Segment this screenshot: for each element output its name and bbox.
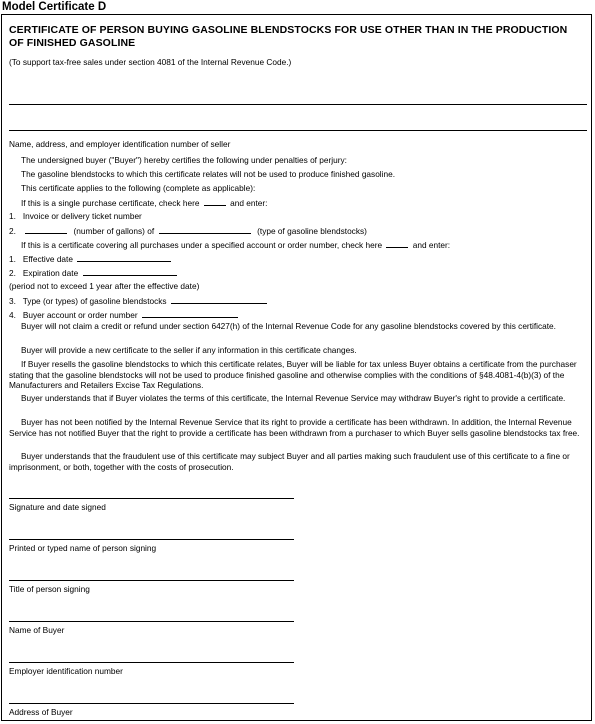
blendstock-types-field[interactable] (171, 295, 267, 304)
ein-label: Employer identification number (9, 666, 123, 676)
account-number-label: Buyer account or order number (22, 310, 138, 320)
buyer-address-line[interactable] (9, 703, 294, 704)
certificate-title: CERTIFICATE OF PERSON BUYING GASOLINE BLENDSTOCKS FOR USE OTHER THAN IN THE PRODUCTION OF FINISHED GASOLINE (9, 24, 568, 49)
covering-label: If this is a certificate covering all purchases under a specified account or order number, check here (21, 240, 383, 250)
buyer-name-label: Name of Buyer (9, 625, 65, 635)
gallons-label: (number of gallons) of (73, 226, 155, 236)
covering-row (21, 239, 450, 251)
item-number: 2. (9, 268, 16, 278)
applies-to-text: This certificate applies to the following (complete as applicable): (21, 183, 256, 193)
single-purchase-row (21, 197, 267, 209)
item-gallons-row (9, 225, 367, 237)
covering-check[interactable] (386, 239, 408, 248)
single-purchase-label: If this is a single purchase certificate, check here (21, 198, 200, 208)
signature-label: Signature and date signed (9, 502, 106, 512)
buyer-address-label: Address of Buyer (9, 707, 73, 717)
item-invoice-row (9, 211, 142, 222)
single-purchase-check[interactable] (204, 197, 226, 206)
seller-entry-line-2[interactable] (9, 130, 587, 131)
ein-line[interactable] (9, 662, 294, 663)
printed-name-label: Printed or typed name of person signing (9, 543, 157, 553)
blendstock-type-field[interactable] (159, 225, 251, 234)
seller-entry-line-1[interactable] (9, 104, 587, 105)
printed-name-line[interactable] (9, 539, 294, 540)
covering-enter: and enter: (412, 240, 451, 250)
effective-date-row (9, 253, 173, 265)
seller-label: Name, address, and employer identification number of seller (9, 139, 231, 149)
blendstock-types-row (9, 295, 269, 307)
new-certificate-text: Buyer will provide a new certificate to the seller if any information in this certificate changes. (21, 345, 357, 355)
expiration-date-row (9, 267, 179, 279)
blendstocks-use-text: The gasoline blendstocks to which this certificate relates will not be used to produce finished gasoline. (21, 169, 396, 179)
period-note: (period not to exceed 1 year after the effective date) (9, 281, 200, 291)
withdraw-text: Buyer understands that if Buyer violates the terms of this certificate, the Internal Revenue Service may withdraw Buyer's right to provide a certificate. (21, 393, 566, 403)
item-number: 1. (9, 254, 16, 264)
item-number: 2. (9, 226, 16, 236)
certificate-frame (1, 14, 592, 721)
not-notified-text: Buyer has not been notified by the Internal Revenue Service that its right to provide a certificate has been withdrawn. In addition, the Internal Revenue Service has not notified Buyer that the right to provide a certificate has been withdrawn from a purchaser to which Buyer sells gasoline blendstocks tax free. (9, 417, 580, 438)
fraud-text: Buyer understands that the fraudulent use of this certificate may subject Buyer and all parties making such fraudulent use of this certificate to a fine or imprisonment, or both, together with the costs of prosecution. (9, 451, 570, 472)
account-number-row (9, 309, 240, 321)
expiration-date-label: Expiration date (22, 268, 79, 278)
expiration-date-field[interactable] (83, 267, 177, 276)
signature-line[interactable] (9, 498, 294, 499)
title-line[interactable] (9, 580, 294, 581)
blendstock-type-label: (type of gasoline blendstocks) (257, 226, 367, 236)
resell-text: If Buyer resells the gasoline blendstocks to which this certificate relates, Buyer will be liable for tax unless Buyer obtains a certificate from the purchaser stating that the gasoline blendstocks will not be used to produce finished gasoline and otherwise complies with the conditions of §48.4081-4(b)(3) of the Manufacturers and Retailers Excise Tax Regulations. (9, 359, 577, 390)
invoice-label: Invoice or delivery ticket number (22, 211, 142, 221)
buyer-name-line[interactable] (9, 621, 294, 622)
buyer-certifies-text: The undersigned buyer ("Buyer") hereby certifies the following under penalties of perjury: (21, 155, 347, 165)
credit-refund-text: Buyer will not claim a credit or refund under section 6427(h) of the Internal Revenue Code for any gasoline blendstocks covered by this certificate. (21, 321, 556, 331)
single-purchase-enter: and enter: (230, 198, 268, 208)
certificate-subtitle: (To support tax-free sales under section 4081 of the Internal Revenue Code.) (9, 57, 292, 67)
certificate-label: Model Certificate D (2, 1, 107, 13)
item-number: 1. (9, 211, 16, 221)
blendstock-types-label: Type (or types) of gasoline blendstocks (22, 296, 167, 306)
title-label: Title of person signing (9, 584, 90, 594)
effective-date-label: Effective date (22, 254, 73, 264)
gallons-field[interactable] (25, 225, 67, 234)
item-number: 4. (9, 310, 16, 320)
account-number-field[interactable] (142, 309, 238, 318)
item-number: 3. (9, 296, 16, 306)
effective-date-field[interactable] (77, 253, 171, 262)
